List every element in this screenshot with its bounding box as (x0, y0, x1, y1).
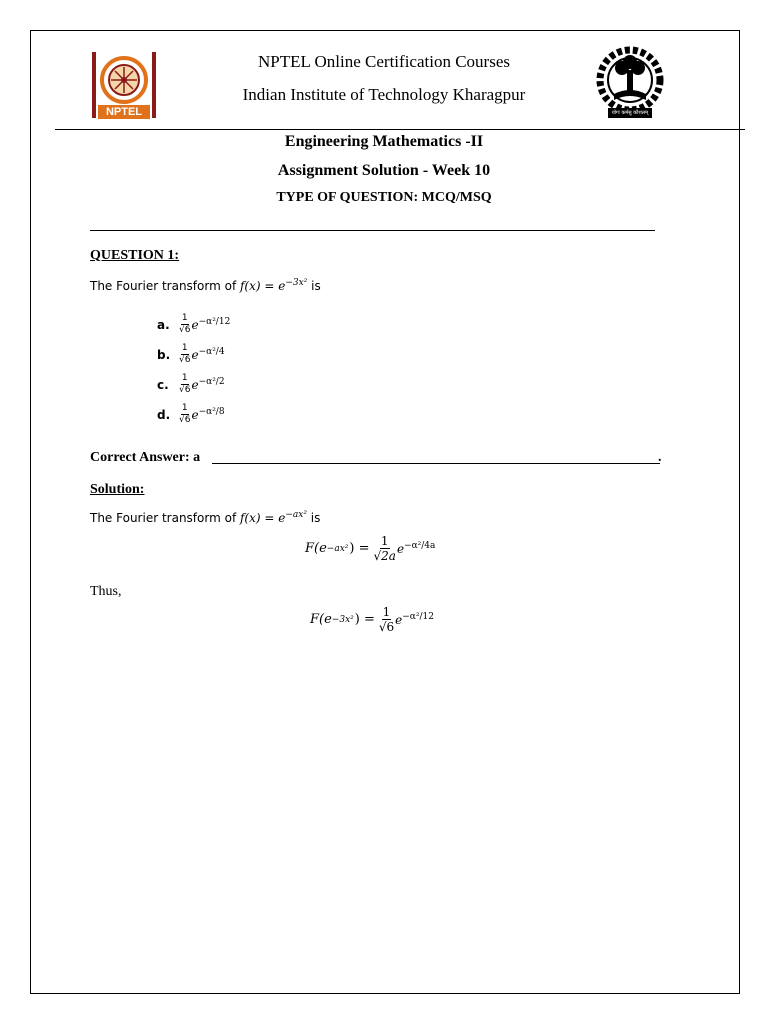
eq2-lhs: F(e (310, 612, 332, 627)
option-exponent: −α²/2 (198, 377, 225, 387)
option-c[interactable] (157, 374, 225, 395)
question-type: TYPE OF QUESTION: MCQ/MSQ (276, 190, 492, 205)
fraction-numerator: 1 (181, 313, 188, 323)
option-exponent: −α²/8 (198, 407, 225, 417)
fraction-denominator: √6 (179, 325, 191, 335)
eq2-base: e (395, 613, 403, 627)
option-fraction (179, 404, 190, 425)
solution-text-prefix: The Fourier transform of (90, 511, 240, 525)
eq2-lhs-close: ) = (354, 612, 375, 627)
option-fraction (179, 314, 190, 335)
option-fraction (179, 374, 190, 395)
fraction-numerator: 1 (181, 403, 188, 413)
nptel-logo-text: NPTEL (98, 105, 150, 119)
question-heading: QUESTION 1: (90, 248, 180, 263)
solution-text-suffix: is (306, 511, 321, 525)
iit-kgp-logo (592, 44, 668, 124)
solution-fx: f(x) = e (239, 511, 286, 525)
question-text (90, 278, 321, 293)
eq1-fraction (374, 535, 396, 562)
fraction-denominator: √6 (179, 415, 191, 425)
fraction-denominator: √6 (179, 355, 191, 365)
option-base: e (191, 348, 199, 362)
eq1-numerator: 1 (380, 534, 389, 548)
header-line1: NPTEL Online Certification Courses (258, 52, 510, 71)
option-a[interactable] (157, 314, 230, 335)
equation-1 (305, 535, 435, 562)
header-line2: Indian Institute of Technology Kharagpur (242, 85, 526, 104)
eq2-denominator: √6 (378, 620, 395, 634)
solution-exp: −ax² (285, 510, 307, 520)
option-fraction (179, 344, 190, 365)
option-d[interactable] (157, 404, 225, 425)
option-base: e (191, 318, 199, 332)
question-text-suffix: is (307, 279, 321, 293)
course-title: Engineering Mathematics -II (284, 133, 484, 150)
eq2-exponent: −α²/12 (402, 612, 434, 622)
question-text-prefix: The Fourier transform of (90, 279, 240, 293)
assignment-title: Assignment Solution - Week 10 (277, 162, 491, 179)
option-base: e (191, 408, 199, 422)
thus-text: Thus, (90, 584, 122, 599)
option-exponent: −α²/4 (198, 347, 225, 357)
eq2-fraction (379, 606, 394, 633)
option-b[interactable] (157, 344, 225, 365)
option-label: c. (157, 377, 169, 392)
eq1-exponent: −α²/4a (404, 541, 436, 551)
correct-answer: Correct Answer: a (90, 450, 201, 465)
eq1-lhs-exp: −ax² (326, 543, 349, 554)
eq1-denominator: √2a (373, 549, 396, 563)
option-label: d. (157, 407, 171, 422)
solution-text (90, 510, 320, 525)
section-separator (90, 230, 655, 231)
option-label: a. (157, 317, 170, 332)
answer-dot: . (658, 450, 662, 465)
eq1-base: e (396, 542, 405, 556)
eq2-numerator: 1 (382, 605, 391, 619)
eq1-lhs-close: ) = (349, 541, 370, 556)
equation-2 (310, 606, 434, 633)
answer-underline (212, 463, 660, 464)
header-rule (55, 129, 745, 130)
fraction-numerator: 1 (181, 373, 188, 383)
question-fx: f(x) = e (239, 279, 286, 293)
solution-heading: Solution: (90, 482, 145, 497)
eq2-lhs-exp: −3x² (331, 614, 354, 625)
fraction-denominator: √6 (179, 385, 191, 395)
option-exponent: −α²/12 (198, 317, 231, 327)
question-exp: −3x² (285, 278, 308, 288)
eq1-lhs: F(e (305, 541, 327, 556)
option-label: b. (157, 347, 171, 362)
option-base: e (191, 378, 199, 392)
iit-logo-motto: योगः कर्मसु कौशलम् (611, 110, 649, 116)
fraction-numerator: 1 (181, 343, 188, 353)
